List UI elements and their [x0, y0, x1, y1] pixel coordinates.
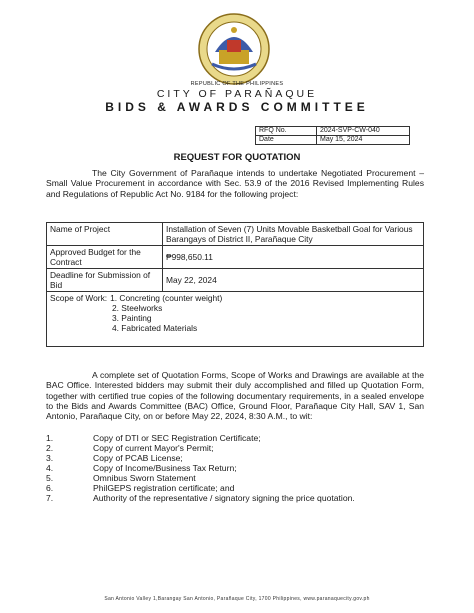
- list-item: [46, 433, 426, 443]
- table-row: [47, 223, 424, 246]
- footer-address: San Antonio Valley 1,Barangay San Antonio, Parañaque City, 1700 Philippines, www.paranaquecity.gov.ph: [104, 596, 370, 602]
- budget-label: Approved Budget for the Contract: [47, 246, 163, 269]
- rfq-row: [256, 127, 410, 136]
- table-row: [47, 246, 424, 269]
- list-item: [46, 443, 426, 453]
- rfq-date-label: Date: [256, 136, 317, 145]
- scope-cell: [47, 292, 424, 347]
- rfq-date-value: May 15, 2024: [317, 136, 410, 145]
- list-number: 7.: [46, 493, 54, 503]
- list-number: 6.: [46, 483, 54, 493]
- requirements-paragraph: A complete set of Quotation Forms, Scope of Works and Drawings are available at the BAC Office. Interested bidders may submit their duly accomplished and filled up Quotation Form, together with certified true copies of the following documentary requirements, in a sealed envelope to the Bids and Awards Committee (BAC) Office, Ground Floor, Parañaque City Hall, SAV 1, San Antonio, Parañaque City, on or before May 22, 2024, 8:30 A.M., to wit:: [46, 370, 424, 422]
- deadline-value: May 22, 2024: [163, 269, 424, 292]
- list-number: 2.: [46, 443, 54, 453]
- list-text: Copy of current Mayor's Permit;: [93, 443, 214, 453]
- rfq-no-value: 2024-SVP-CW-040: [317, 127, 410, 136]
- list-number: 3.: [46, 453, 54, 463]
- rfq-row: [256, 136, 410, 145]
- document-title: REQUEST FOR QUOTATION: [173, 152, 301, 163]
- list-number: 4.: [46, 463, 54, 473]
- rfq-info-table: [255, 126, 410, 145]
- list-item: [46, 453, 426, 463]
- list-text: Copy of Income/Business Tax Return;: [93, 463, 237, 473]
- scope-item: 1. Concreting (counter weight): [110, 293, 223, 303]
- list-text: Omnibus Sworn Statement: [93, 473, 196, 483]
- list-item: [46, 463, 426, 473]
- scope-item: 4. Fabricated Materials: [112, 323, 198, 333]
- city-seal-logo: [197, 12, 271, 86]
- list-item: [46, 473, 426, 483]
- list-number: 1.: [46, 433, 54, 443]
- header-committee: BIDS & AWARDS COMMITTEE: [105, 100, 369, 114]
- project-name-label: Name of Project: [47, 223, 163, 246]
- list-item: [46, 493, 426, 503]
- list-text: Copy of DTI or SEC Registration Certificate;: [93, 433, 261, 443]
- list-item: [46, 483, 426, 493]
- list-number: 5.: [46, 473, 54, 483]
- header-republic: REPUBLIC OF THE PHILIPPINES: [190, 81, 284, 87]
- header-city: CITY OF PARAÑAQUE: [156, 88, 318, 100]
- scope-item: 2. Steelworks: [112, 303, 163, 313]
- requirements-list: [46, 433, 426, 503]
- project-name-value: Installation of Seven (7) Units Movable Basketball Goal for Various Barangays of District II, Parañaque City: [163, 223, 424, 246]
- table-row: [47, 292, 424, 347]
- scope-label: Scope of Work:: [50, 293, 108, 303]
- deadline-label: Deadline for Submission of Bid: [47, 269, 163, 292]
- table-row: [47, 269, 424, 292]
- project-table: [46, 222, 424, 347]
- budget-value: ₱998,650.11: [163, 246, 424, 269]
- list-text: Copy of PCAB License;: [93, 453, 183, 463]
- intro-paragraph: The City Government of Parañaque intends to undertake Negotiated Procurement – Small Value Procurement in accordance with Sec. 53.9 of the 2016 Revised Implementing Rules and Regulations of Republic Act No. 9184 for the following project:: [46, 168, 424, 199]
- list-text: Authority of the representative / signatory signing the price quotation.: [93, 493, 355, 503]
- rfq-no-label: RFQ No.: [256, 127, 317, 136]
- scope-item: 3. Painting: [112, 313, 152, 323]
- list-text: PhilGEPS registration certificate; and: [93, 483, 235, 493]
